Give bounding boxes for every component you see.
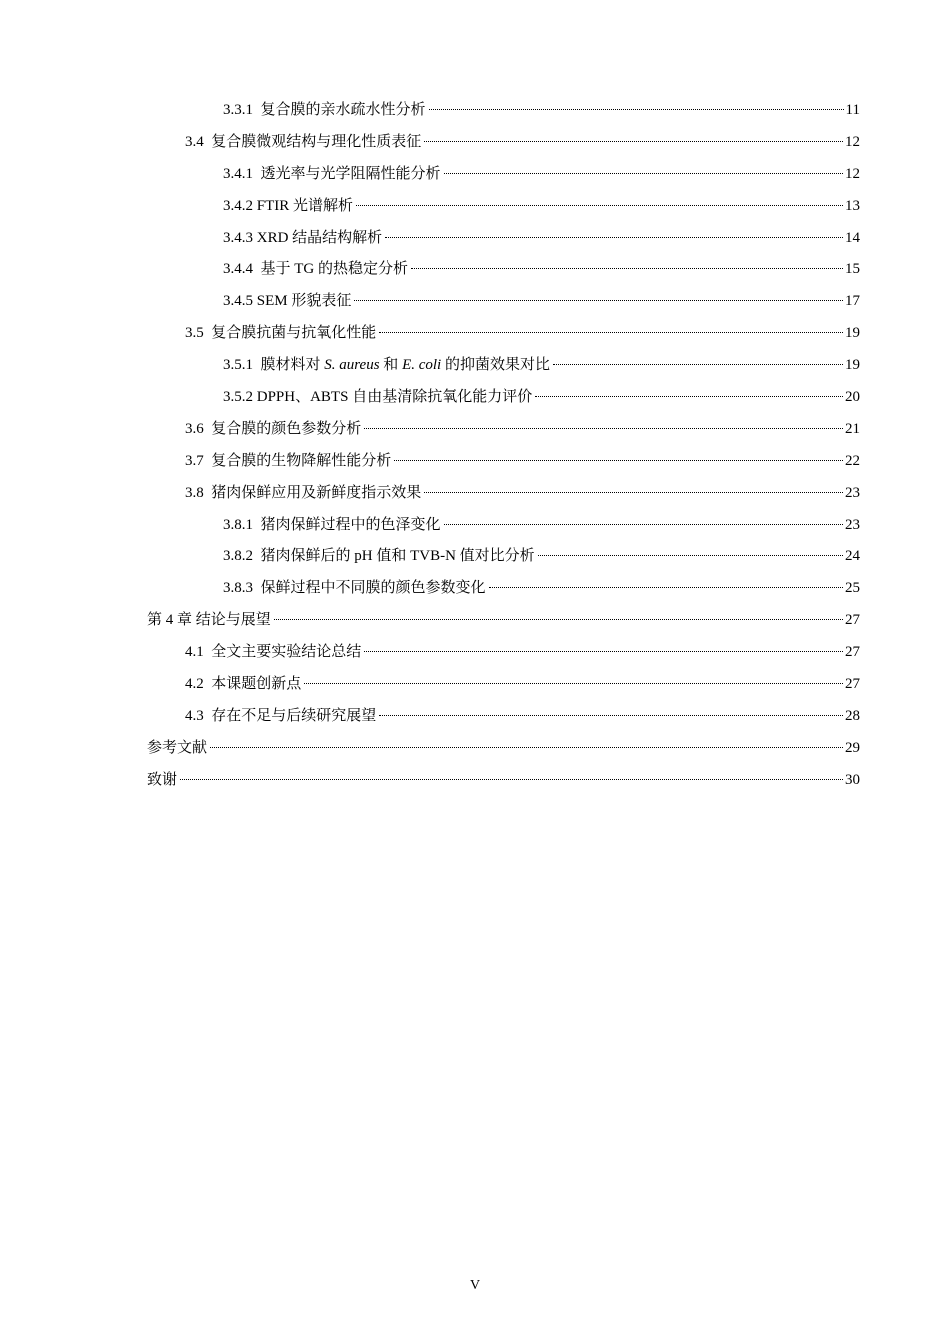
title-text: 的抑菌效果对比 — [441, 357, 550, 374]
toc-entry-row — [223, 100, 860, 120]
title-text: 膜材料对 — [260, 357, 325, 374]
toc-entry-number: 3.4 — [185, 133, 212, 150]
toc-leader-dots — [379, 332, 843, 333]
toc-entry-number: 3.6 — [185, 420, 212, 437]
toc-entry-page: 21 — [845, 420, 860, 437]
toc-entry-page: 23 — [845, 516, 860, 533]
toc-entry-page: 27 — [845, 675, 860, 692]
toc-entry-row — [223, 387, 860, 407]
toc-entry-title: 猪肉保鲜后的 pH 值和 TVB-N 值对比分析 — [260, 548, 535, 565]
toc-entry-number: 3.8.2 — [223, 548, 261, 565]
toc-entry-row — [185, 419, 860, 439]
toc-entry-page: 30 — [845, 771, 860, 788]
toc-entry-title: 致谢 — [147, 771, 178, 788]
toc-entry-page: 12 — [845, 165, 860, 182]
toc-leader-dots — [354, 300, 843, 301]
toc-entry[interactable] — [0, 381, 950, 413]
toc-entry-title: FTIR 光谱解析 — [256, 197, 354, 214]
toc-entry[interactable] — [0, 413, 950, 445]
toc-entry-row — [185, 706, 860, 726]
toc-entry-number: 3.4.3 — [223, 229, 257, 246]
toc-entry-number: 3.8.3 — [223, 580, 261, 597]
toc-entry[interactable] — [0, 190, 950, 222]
toc-entry-row — [185, 451, 860, 471]
toc-entry-row — [185, 132, 860, 152]
toc-entry[interactable] — [0, 349, 950, 381]
toc-entry-row — [185, 323, 860, 343]
toc-entry-row — [185, 674, 860, 694]
toc-entry-row — [223, 515, 860, 535]
toc-entry-row — [223, 164, 860, 184]
toc-entry-page: 19 — [845, 357, 860, 374]
toc-entry-row — [223, 259, 860, 279]
toc-entry-page: 13 — [845, 197, 860, 214]
toc-entry-number: 3.3.1 — [223, 101, 261, 118]
toc-entry[interactable] — [0, 604, 950, 636]
toc-entry-title: 复合膜微观结构与理化性质表征 — [211, 133, 422, 150]
toc-leader-dots — [424, 492, 843, 493]
toc-entry-number: 3.4.1 — [223, 165, 261, 182]
toc-entry-title: 参考文献 — [147, 739, 208, 756]
toc-entry-row — [223, 578, 860, 598]
toc-entry-row — [223, 196, 860, 216]
toc-entry-row — [147, 770, 860, 790]
toc-entry[interactable] — [0, 253, 950, 285]
toc-leader-dots — [429, 109, 844, 110]
toc-entry-number: 3.4.4 — [223, 261, 261, 278]
toc-entry-number: 3.8 — [185, 484, 212, 501]
toc-entry-title — [261, 355, 550, 375]
toc-leader-dots — [424, 141, 843, 142]
toc-entry-title: 猪肉保鲜应用及新鲜度指示效果 — [211, 484, 422, 501]
toc-entry-title: 复合膜抗菌与抗氧化性能 — [211, 325, 377, 342]
toc-entry-row — [185, 642, 860, 662]
toc-entry[interactable] — [0, 222, 950, 254]
toc-leader-dots — [411, 268, 843, 269]
toc-leader-dots — [444, 524, 843, 525]
toc-entry[interactable] — [0, 700, 950, 732]
toc-entry-number: 3.5 — [185, 325, 212, 342]
toc-leader-dots — [180, 779, 843, 780]
toc-entry-page: 24 — [845, 548, 860, 565]
toc-entry-number: 3.4.2 — [223, 197, 257, 214]
toc-entry[interactable] — [0, 509, 950, 541]
toc-leader-dots — [385, 237, 843, 238]
toc-entry-number: 4.1 — [185, 644, 212, 661]
toc-entry[interactable] — [0, 540, 950, 572]
toc-entry-page: 20 — [845, 388, 860, 405]
toc-entry-title: 基于 TG 的热稳定分析 — [260, 261, 408, 278]
toc-entry[interactable] — [0, 572, 950, 604]
toc-entry[interactable] — [0, 477, 950, 509]
toc-entry-page: 23 — [845, 484, 860, 501]
toc-leader-dots — [489, 587, 843, 588]
toc-entry-title: 第 4 章 结论与展望 — [147, 612, 271, 629]
toc-leader-dots — [379, 715, 843, 716]
toc-entry-title: 复合膜的颜色参数分析 — [211, 420, 362, 437]
toc-leader-dots — [210, 747, 843, 748]
toc-entry-title: 猪肉保鲜过程中的色泽变化 — [260, 516, 441, 533]
toc-entry-page: 27 — [845, 612, 860, 629]
toc-entry-title: 复合膜的亲水疏水性分析 — [260, 101, 426, 118]
toc-entry-number: 3.8.1 — [223, 516, 261, 533]
toc-entry-title: 复合膜的生物降解性能分析 — [211, 452, 392, 469]
toc-entry-page: 14 — [845, 229, 860, 246]
toc-leader-dots — [304, 683, 843, 684]
toc-entry-title: 透光率与光学阻隔性能分析 — [260, 165, 441, 182]
table-of-contents — [0, 94, 950, 796]
toc-entry-row — [223, 291, 860, 311]
toc-entry[interactable] — [0, 317, 950, 349]
toc-entry-page: 15 — [845, 261, 860, 278]
species-name: E. coli — [402, 357, 442, 374]
toc-entry[interactable] — [0, 285, 950, 317]
toc-entry-page: 17 — [845, 293, 860, 310]
toc-leader-dots — [538, 555, 843, 556]
toc-entry-number: 4.2 — [185, 675, 212, 692]
title-text: 和 — [379, 357, 403, 374]
toc-entry-title: 本课题创新点 — [211, 675, 302, 692]
toc-entry-row — [147, 738, 860, 758]
toc-leader-dots — [444, 173, 843, 174]
toc-entry-title: 全文主要实验结论总结 — [211, 644, 362, 661]
toc-entry-page: 12 — [845, 133, 860, 150]
toc-leader-dots — [394, 460, 843, 461]
toc-leader-dots — [274, 619, 843, 620]
toc-entry-row — [185, 483, 860, 503]
toc-entry-row — [147, 610, 860, 630]
toc-entry-number: 3.7 — [185, 452, 212, 469]
toc-leader-dots — [364, 651, 843, 652]
species-name: S. aureus — [324, 357, 380, 374]
toc-entry-page: 27 — [845, 644, 860, 661]
toc-entry-number: 3.5.2 — [223, 388, 257, 405]
toc-entry-title: XRD 结晶结构解析 — [256, 229, 383, 246]
toc-entry-page: 28 — [845, 707, 860, 724]
toc-entry[interactable] — [0, 668, 950, 700]
toc-entry-row — [223, 228, 860, 248]
toc-entry-page: 11 — [845, 101, 860, 118]
toc-leader-dots — [553, 364, 843, 365]
toc-entry-row — [223, 546, 860, 566]
toc-leader-dots — [364, 428, 843, 429]
toc-entry[interactable] — [0, 636, 950, 668]
toc-entry-title: SEM 形貌表征 — [256, 293, 352, 310]
toc-entry-page: 25 — [845, 580, 860, 597]
toc-entry-number: 4.3 — [185, 707, 212, 724]
toc-entry-page: 19 — [845, 325, 860, 342]
toc-entry-page: 29 — [845, 739, 860, 756]
toc-entry-number: 3.4.5 — [223, 293, 257, 310]
page-number: V — [469, 1278, 481, 1293]
toc-entry-row — [223, 355, 860, 375]
toc-leader-dots — [356, 205, 843, 206]
toc-leader-dots — [535, 396, 843, 397]
toc-entry[interactable] — [0, 445, 950, 477]
toc-entry[interactable] — [0, 126, 950, 158]
toc-entry[interactable] — [0, 764, 950, 796]
toc-entry-title: 保鲜过程中不同膜的颜色参数变化 — [260, 580, 486, 597]
toc-entry[interactable] — [0, 94, 950, 126]
toc-entry-title: 存在不足与后续研究展望 — [211, 707, 377, 724]
toc-entry[interactable] — [0, 158, 950, 190]
toc-entry[interactable] — [0, 732, 950, 764]
toc-entry-number: 3.5.1 — [223, 357, 261, 374]
toc-entry-title: DPPH、ABTS 自由基清除抗氧化能力评价 — [256, 388, 533, 405]
toc-entry-page: 22 — [845, 452, 860, 469]
